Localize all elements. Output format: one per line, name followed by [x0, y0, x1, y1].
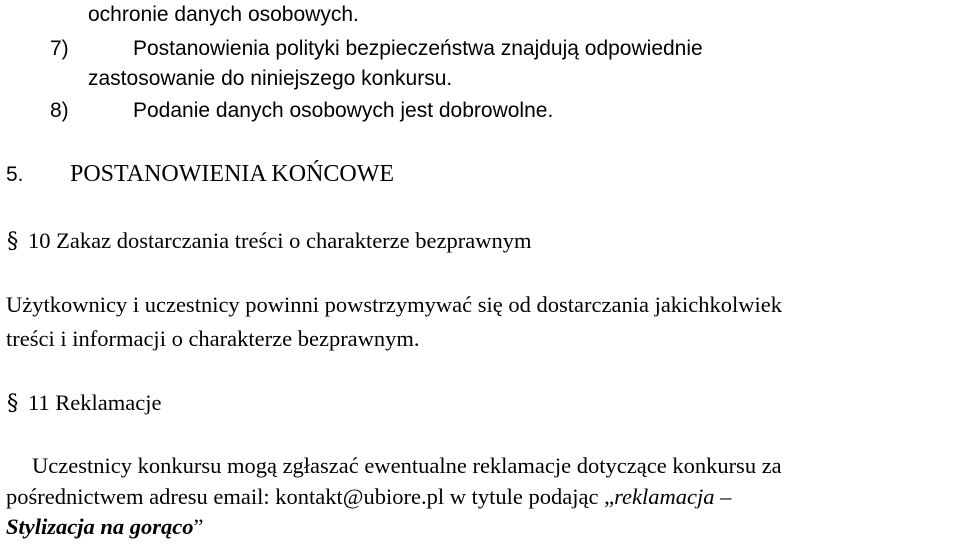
- list-item-text-continued: zastosowanie do niniejszego konkursu.: [88, 67, 453, 90]
- contest-name: Stylizacja na gorąco: [6, 514, 194, 539]
- section-title: POSTANOWIENIA KOŃCOWE: [70, 161, 395, 187]
- paragraph-text-continued: [6, 516, 204, 539]
- list-item-text: Podanie danych osobowych jest dobrowolne.: [133, 99, 554, 122]
- section-sign-icon: §: [7, 390, 19, 416]
- list-item-text: Postanowienia polityki bezpieczeństwa znajdują odpowiednie: [133, 37, 703, 60]
- close-quote: ”: [193, 514, 204, 539]
- list-continuation: ochronie danych osobowych.: [88, 3, 359, 26]
- paragraph-heading: 11 Reklamacje: [28, 390, 162, 415]
- section-sign-icon: §: [7, 228, 19, 254]
- email-sentence: pośrednictwem adresu email: kontakt@ubiore.pl w tytule podając: [6, 484, 605, 509]
- open-quote: „: [604, 484, 615, 509]
- list-item-number: 8): [50, 99, 69, 122]
- paragraph-text: Użytkownicy i uczestnicy powinni powstrzymywać się od dostarczania jakichkolwiek: [6, 292, 783, 317]
- paragraph-text-continued: treści i informacji o charakterze bezprawnym.: [6, 326, 420, 351]
- paragraph-heading: 10 Zakaz dostarczania treści o charakterze bezprawnym: [28, 228, 532, 253]
- paragraph-text: Uczestnicy konkursu mogą zgłaszać ewentualne reklamacje dotyczące konkursu za: [32, 453, 782, 478]
- list-item-number: 7): [50, 37, 69, 60]
- paragraph-text-continued: [6, 486, 731, 509]
- section-number: 5.: [6, 163, 24, 186]
- complaint-subject: reklamacja –: [614, 484, 732, 509]
